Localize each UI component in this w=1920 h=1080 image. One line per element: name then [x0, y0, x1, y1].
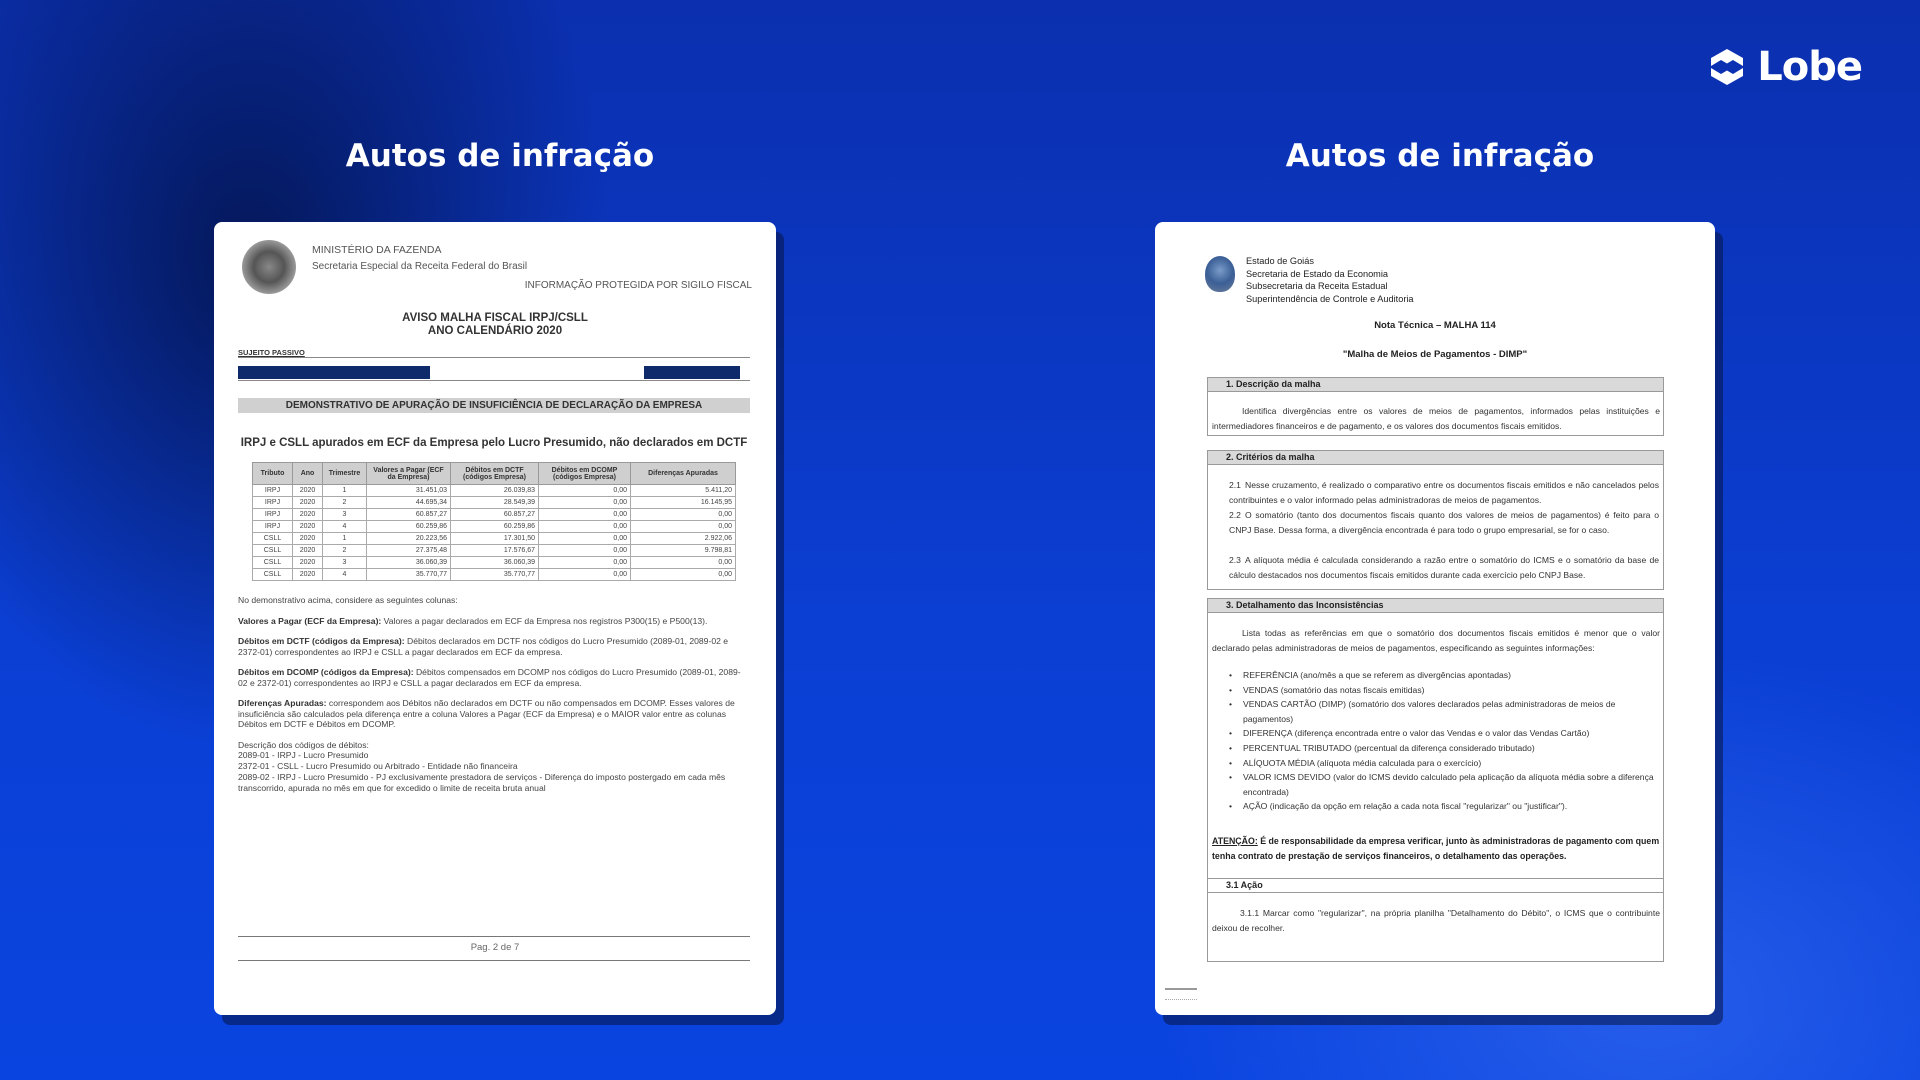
column-header: Débitos em DCOMP (códigos Empresa): [539, 463, 631, 485]
table-cell: 26.039,83: [451, 485, 539, 497]
list-item: • AÇÃO (indicação da opção em relação a cada nota fiscal "regularizar" ou "justificar").: [1229, 799, 1659, 814]
table-cell: 2020: [293, 485, 323, 497]
table-row: [253, 545, 736, 557]
list-item: • ALÍQUOTA MÉDIA (alíquota média calculada para o exercício): [1229, 756, 1659, 771]
irpj-csll-table: [252, 462, 736, 581]
table-cell: IRPJ: [253, 509, 293, 521]
column-header: Diferenças Apuradas: [631, 463, 736, 485]
table-cell: 0,00: [631, 569, 736, 581]
goias-seal-icon: [1205, 256, 1235, 292]
note-label: Débitos em DCTF (códigos da Empresa):: [238, 636, 405, 646]
table-cell: CSLL: [253, 569, 293, 581]
table-cell: 2020: [293, 509, 323, 521]
note-text: Débitos compensados em DCOMP nos códigos do Lucro Presumido (2089-01, 2089-02 e 2372-01) correspondentes ao IRPJ e CSLL a pagar declarados em ECF da empresa.: [238, 667, 741, 688]
criterio-number: 2.3: [1229, 555, 1241, 565]
org-line: Subsecretaria da Receita Estadual: [1246, 281, 1388, 291]
table-cell: 2: [323, 497, 367, 509]
list-item: • PERCENTUAL TRIBUTADO (percentual da diferença considerado tributado): [1229, 741, 1659, 756]
table-cell: 0,00: [631, 509, 736, 521]
logo-text: Lobe: [1757, 44, 1862, 90]
table-cell: 2020: [293, 497, 323, 509]
column-header: Ano: [293, 463, 323, 485]
section-3-1-header: 3.1 Ação: [1207, 878, 1664, 893]
footer-stamp: [1165, 988, 1197, 1000]
table-cell: 36.060,39: [367, 557, 451, 569]
table-cell: 17.576,67: [451, 545, 539, 557]
note-text: Valores a pagar declarados em ECF da Empresa nos registros P300(15) e P500(13).: [381, 616, 708, 626]
table-row: [253, 485, 736, 497]
table-cell: 0,00: [539, 569, 631, 581]
note-label: Débitos em DCOMP (códigos da Empresa):: [238, 667, 414, 677]
org-line: Superintendência de Controle e Auditoria: [1246, 293, 1414, 304]
table-cell: 35.770,77: [451, 569, 539, 581]
list-item: • DIFERENÇA (diferença encontrada entre o valor das Vendas e o valor das Vendas Cartão): [1229, 726, 1659, 741]
table-cell: IRPJ: [253, 497, 293, 509]
section-2-header: 2. Critérios da malha: [1207, 450, 1664, 465]
note-label: Diferenças Apuradas:: [238, 698, 327, 708]
table-cell: 35.770,77: [367, 569, 451, 581]
table-cell: CSLL: [253, 533, 293, 545]
table-cell: 3: [323, 509, 367, 521]
notes-intro: No demonstrativo acima, considere as seguintes colunas:: [238, 595, 458, 605]
table-cell: 0,00: [539, 533, 631, 545]
document-card-federal: [214, 222, 776, 1015]
malha-title: "Malha de Meios de Pagamentos - DIMP": [1342, 349, 1528, 360]
note-dcomp: [238, 667, 750, 688]
column-header: Trimestre: [323, 463, 367, 485]
page-number: Pag. 2 de 7: [470, 942, 520, 953]
atencao-note: [1212, 834, 1660, 864]
lobe-logo-icon: [1707, 47, 1747, 87]
table-cell: 5.411,20: [631, 485, 736, 497]
secretaria-name: Secretaria Especial da Receita Federal do Brasil: [312, 261, 528, 272]
table-cell: 60.857,27: [367, 509, 451, 521]
table-cell: CSLL: [253, 557, 293, 569]
nota-tecnica-title: Nota Técnica – MALHA 114: [1374, 320, 1496, 331]
table-cell: 0,00: [539, 485, 631, 497]
table-cell: 2020: [293, 557, 323, 569]
table-cell: 2020: [293, 521, 323, 533]
heading-right: Autos de infração: [1285, 138, 1595, 174]
table-cell: 0,00: [539, 497, 631, 509]
table-cell: 28.549,39: [451, 497, 539, 509]
section-1-header: 1. Descrição da malha: [1207, 377, 1664, 392]
table-row: [253, 533, 736, 545]
section-3-text: Lista todas as referências em que o somatório dos documentos fiscais emitidos é menor que o valor declarado pelas administradoras de meios de pagamentos, especificando as seguintes informações:: [1212, 628, 1660, 653]
table-cell: 27.375,48: [367, 545, 451, 557]
atencao-label: ATENÇÃO:: [1212, 836, 1258, 846]
note-text: Débitos declarados em DCTF nos códigos do Lucro Presumido (2089-01, 2089-02 e 2372-01) correspondentes ao IRPJ e CSLL a pagar declarados em ECF da empresa.: [238, 636, 729, 657]
list-item: • VALOR ICMS DEVIDO (valor do ICMS devido calculado pela aplicação da alíquota média sobre a diferença encontrada): [1229, 770, 1659, 799]
table-cell: 3: [323, 557, 367, 569]
document-header: [242, 240, 752, 310]
table-cell: 60.857,27: [451, 509, 539, 521]
table-cell: 16.145,95: [631, 497, 736, 509]
table-cell: 44.695,34: [367, 497, 451, 509]
table-cell: 0,00: [539, 509, 631, 521]
column-header: Tributo: [253, 463, 293, 485]
table-row: [253, 521, 736, 533]
redacted-cnpj: [644, 366, 740, 379]
codigo-item: 2089-02 - IRPJ - Lucro Presumido - PJ exclusivamente prestadora de serviços - Diferença do imposto postergado em cada mês transcorrido, apurada no mês em que for excedido o limite de receita bruta anual: [238, 772, 726, 793]
document-card-goias: [1155, 222, 1715, 1015]
sujeito-passivo-label: SUJEITO PASSIVO: [238, 348, 305, 357]
table-cell: 2: [323, 545, 367, 557]
demonstrativo-band: DEMONSTRATIVO DE APURAÇÃO DE INSUFICIÊNCIA DE DECLARAÇÃO DA EMPRESA: [238, 398, 750, 413]
codigo-item: 2089-01 - IRPJ - Lucro Presumido: [238, 750, 369, 760]
table-cell: IRPJ: [253, 485, 293, 497]
sigilo-notice: INFORMAÇÃO PROTEGIDA POR SIGILO FISCAL: [524, 280, 752, 291]
criterio-text: A alíquota média é calculada considerando a razão entre o somatório do ICMS e o somatório da base de cálculo destacados nos documentos fiscais emitidos durante cada exercício pelo CNPJ Base.: [1229, 555, 1659, 580]
org-line: Secretaria de Estado da Economia: [1246, 268, 1388, 279]
table-cell: 31.451,03: [367, 485, 451, 497]
note-text: correspondem aos Débitos não declarados em DCTF ou não compensados em DCOMP. Esses valores de insuficiência são calculados pela diferença entre a coluna Valores a Pagar (ECF da Empresa) e o MAIOR valor entre as colunas Débitos em DCTF e Débitos em DCOMP.: [238, 698, 735, 729]
table-row: [253, 569, 736, 581]
criterio-text: Nesse cruzamento, é realizado o comparativo entre os documentos fiscais emitidos e não cancelados pelos contribuintes e o valor informado pelas administradoras de meios de pagamentos.: [1229, 480, 1659, 505]
table-cell: 0,00: [539, 545, 631, 557]
note-label: Valores a Pagar (ECF da Empresa):: [238, 616, 382, 626]
table-cell: 4: [323, 569, 367, 581]
note-dctf: [238, 636, 750, 657]
table-cell: 2.922,06: [631, 533, 736, 545]
note-valores: [238, 616, 750, 627]
footer-divider: [238, 960, 750, 961]
inconsistencias-list: [1229, 668, 1659, 814]
table-cell: 1: [323, 533, 367, 545]
table-cell: 17.301,50: [451, 533, 539, 545]
column-header: Valores a Pagar (ECF da Empresa): [367, 463, 451, 485]
table-cell: 20.223,56: [367, 533, 451, 545]
table-cell: 9.798,81: [631, 545, 736, 557]
note-diferencas: [238, 698, 750, 730]
section-1-text: Identifica divergências entre os valores de meios de pagamentos, informados pelas instituições e intermediadores financeiros e de pagamento, e os valores dos documentos fiscais emitidos.: [1212, 406, 1660, 431]
criterio-number: 2.2: [1229, 510, 1241, 520]
table-cell: 2020: [293, 533, 323, 545]
footer-divider: [238, 936, 750, 937]
criterio-text: O somatório (tanto dos documentos fiscais quanto dos valores de meios de pagamentos) é feito para o CNPJ Base. Dessa forma, a divergência encontrada é para todo o grupo empresarial, se for o caso.: [1229, 510, 1659, 535]
table-row: [253, 557, 736, 569]
doc-title-line1: AVISO MALHA FISCAL IRPJ/CSLL: [402, 312, 588, 324]
table-cell: 0,00: [631, 521, 736, 533]
divider: [238, 357, 750, 358]
table-cell: 60.259,86: [367, 521, 451, 533]
republic-seal-icon: [242, 240, 296, 294]
divider: [238, 380, 750, 381]
section-3-header: 3. Detalhamento das Inconsistências: [1207, 598, 1664, 613]
table-cell: 2020: [293, 545, 323, 557]
table-row: [253, 509, 736, 521]
table-cell: 4: [323, 521, 367, 533]
table-cell: 36.060,39: [451, 557, 539, 569]
criterio-number: 2.1: [1229, 480, 1241, 490]
list-item: • VENDAS (somatório das notas fiscais emitidas): [1229, 683, 1659, 698]
lobe-logo: [1707, 44, 1862, 90]
table-cell: 0,00: [631, 557, 736, 569]
table-cell: 0,00: [539, 557, 631, 569]
redacted-name: [238, 366, 430, 379]
list-item: • VENDAS CARTÃO (DIMP) (somatório dos valores declarados pelas administradoras de meios de pagamentos): [1229, 697, 1659, 726]
table-cell: 60.259,86: [451, 521, 539, 533]
table-row: [253, 497, 736, 509]
codigos-title: Descrição dos códigos de débitos:: [238, 740, 369, 750]
criterio-item: [1229, 478, 1659, 507]
table-subtitle: IRPJ e CSLL apurados em ECF da Empresa pelo Lucro Presumido, não declarados em DCTF: [240, 437, 748, 449]
criterio-item: [1229, 553, 1659, 582]
table-cell: 2020: [293, 569, 323, 581]
section-3-1-text: 3.1.1 Marcar como "regularizar", na própria planilha "Detalhamento do Débito", o ICMS que o contribuinte deixou de recolher.: [1212, 908, 1660, 933]
table-header-row: [253, 463, 736, 485]
doc-title-line2: ANO CALENDÁRIO 2020: [427, 325, 563, 337]
criterio-item: [1229, 508, 1659, 537]
table-cell: IRPJ: [253, 521, 293, 533]
list-item: • REFERÊNCIA (ano/mês a que se referem as divergências apontadas): [1229, 668, 1659, 683]
ministry-name: MINISTÉRIO DA FAZENDA: [312, 244, 442, 256]
org-line: Estado de Goiás: [1246, 256, 1314, 266]
table-cell: 0,00: [539, 521, 631, 533]
table-cell: 1: [323, 485, 367, 497]
atencao-text: É de responsabilidade da empresa verificar, junto às administradoras de pagamento com quem tenha contrato de prestação de serviços financeiros, o detalhamento das operações.: [1212, 836, 1660, 861]
column-header: Débitos em DCTF (códigos Empresa): [451, 463, 539, 485]
heading-left: Autos de infração: [345, 138, 655, 174]
codigo-item: 2372-01 - CSLL - Lucro Presumido ou Arbitrado - Entidade não financeira: [238, 761, 518, 771]
table-cell: CSLL: [253, 545, 293, 557]
